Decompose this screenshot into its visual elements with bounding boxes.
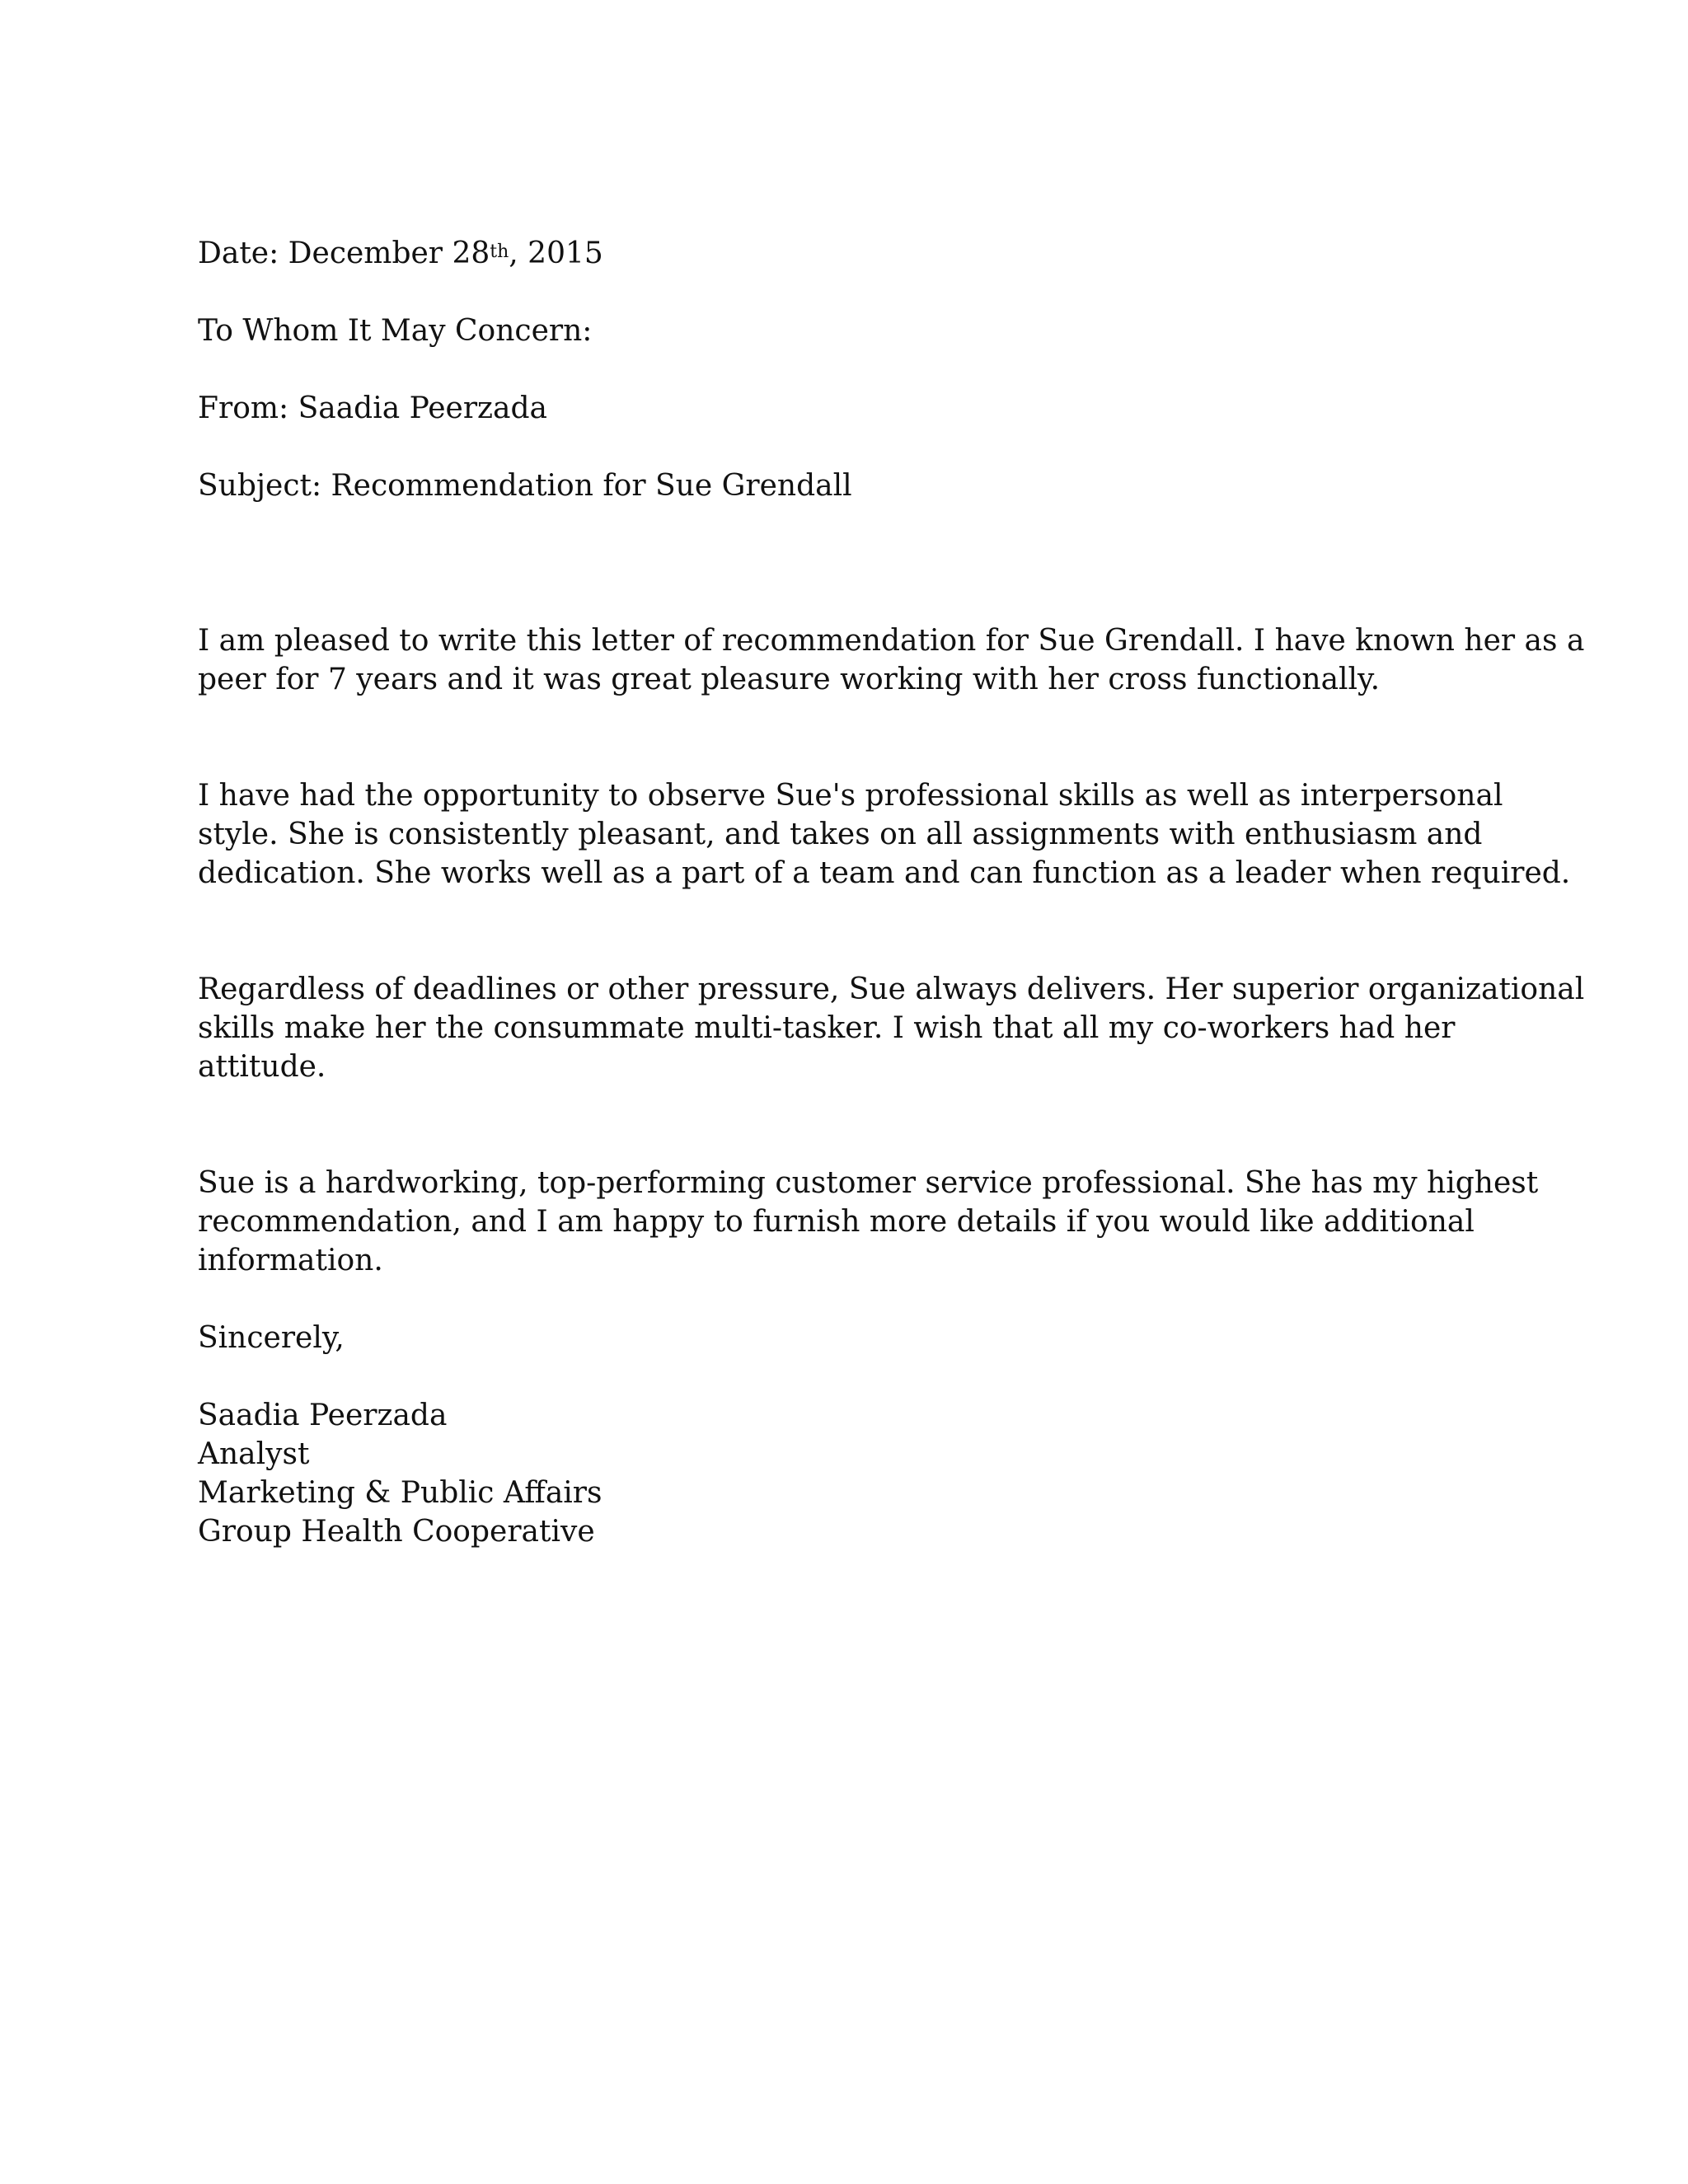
closing: Sincerely, xyxy=(198,1321,345,1355)
date-line xyxy=(198,234,1500,273)
paragraph-line: dedication. She works well as a part of a team and can function as a leader when required. xyxy=(198,856,1571,890)
signature-title: Analyst xyxy=(198,1437,310,1471)
recommendation-letter xyxy=(198,234,1585,1551)
subject-line: Subject: Recommendation for Sue Grendall xyxy=(198,469,852,503)
signature-department: Marketing & Public Affairs xyxy=(198,1476,603,1510)
body-paragraph-1 xyxy=(198,621,1585,699)
body-paragraph-2 xyxy=(198,776,1571,893)
paragraph-line: attitude. xyxy=(198,1050,326,1084)
paragraph-line: recommendation, and I am happy to furnish more details if you would like additional xyxy=(198,1205,1475,1239)
body-paragraph-4 xyxy=(198,1164,1539,1280)
salutation: To Whom It May Concern: xyxy=(198,314,593,348)
body-paragraph-3 xyxy=(198,970,1585,1086)
paragraph-line: style. She is consistently pleasant, and takes on all assignments with enthusiasm and xyxy=(198,818,1483,851)
paragraph-line: skills make her the consummate multi-tasker. I wish that all my co-workers had her xyxy=(198,1011,1456,1045)
signature-name: Saadia Peerzada xyxy=(198,1399,448,1432)
date-label: Date: December 28 xyxy=(198,237,490,270)
paragraph-line: Regardless of deadlines or other pressure, Sue always delivers. Her superior organizational xyxy=(198,972,1585,1006)
paragraph-line: information. xyxy=(198,1244,383,1277)
date-ordinal-suffix: th xyxy=(490,241,509,262)
paragraph-line: I have had the opportunity to observe Sue's professional skills as well as interpersonal xyxy=(198,779,1503,813)
signature-block xyxy=(198,1396,1500,1551)
paragraph-line: Sue is a hardworking, top-performing customer service professional. She has my highest xyxy=(198,1166,1539,1200)
from-line: From: Saadia Peerzada xyxy=(198,391,547,425)
paragraph-line: I am pleased to write this letter of recommendation for Sue Grendall. I have known her as a xyxy=(198,624,1585,658)
letter-header xyxy=(198,234,1500,505)
date-year: , 2015 xyxy=(509,237,603,270)
signature-organization: Group Health Cooperative xyxy=(198,1515,595,1549)
paragraph-line: peer for 7 years and it was great pleasure working with her cross functionally. xyxy=(198,663,1381,696)
